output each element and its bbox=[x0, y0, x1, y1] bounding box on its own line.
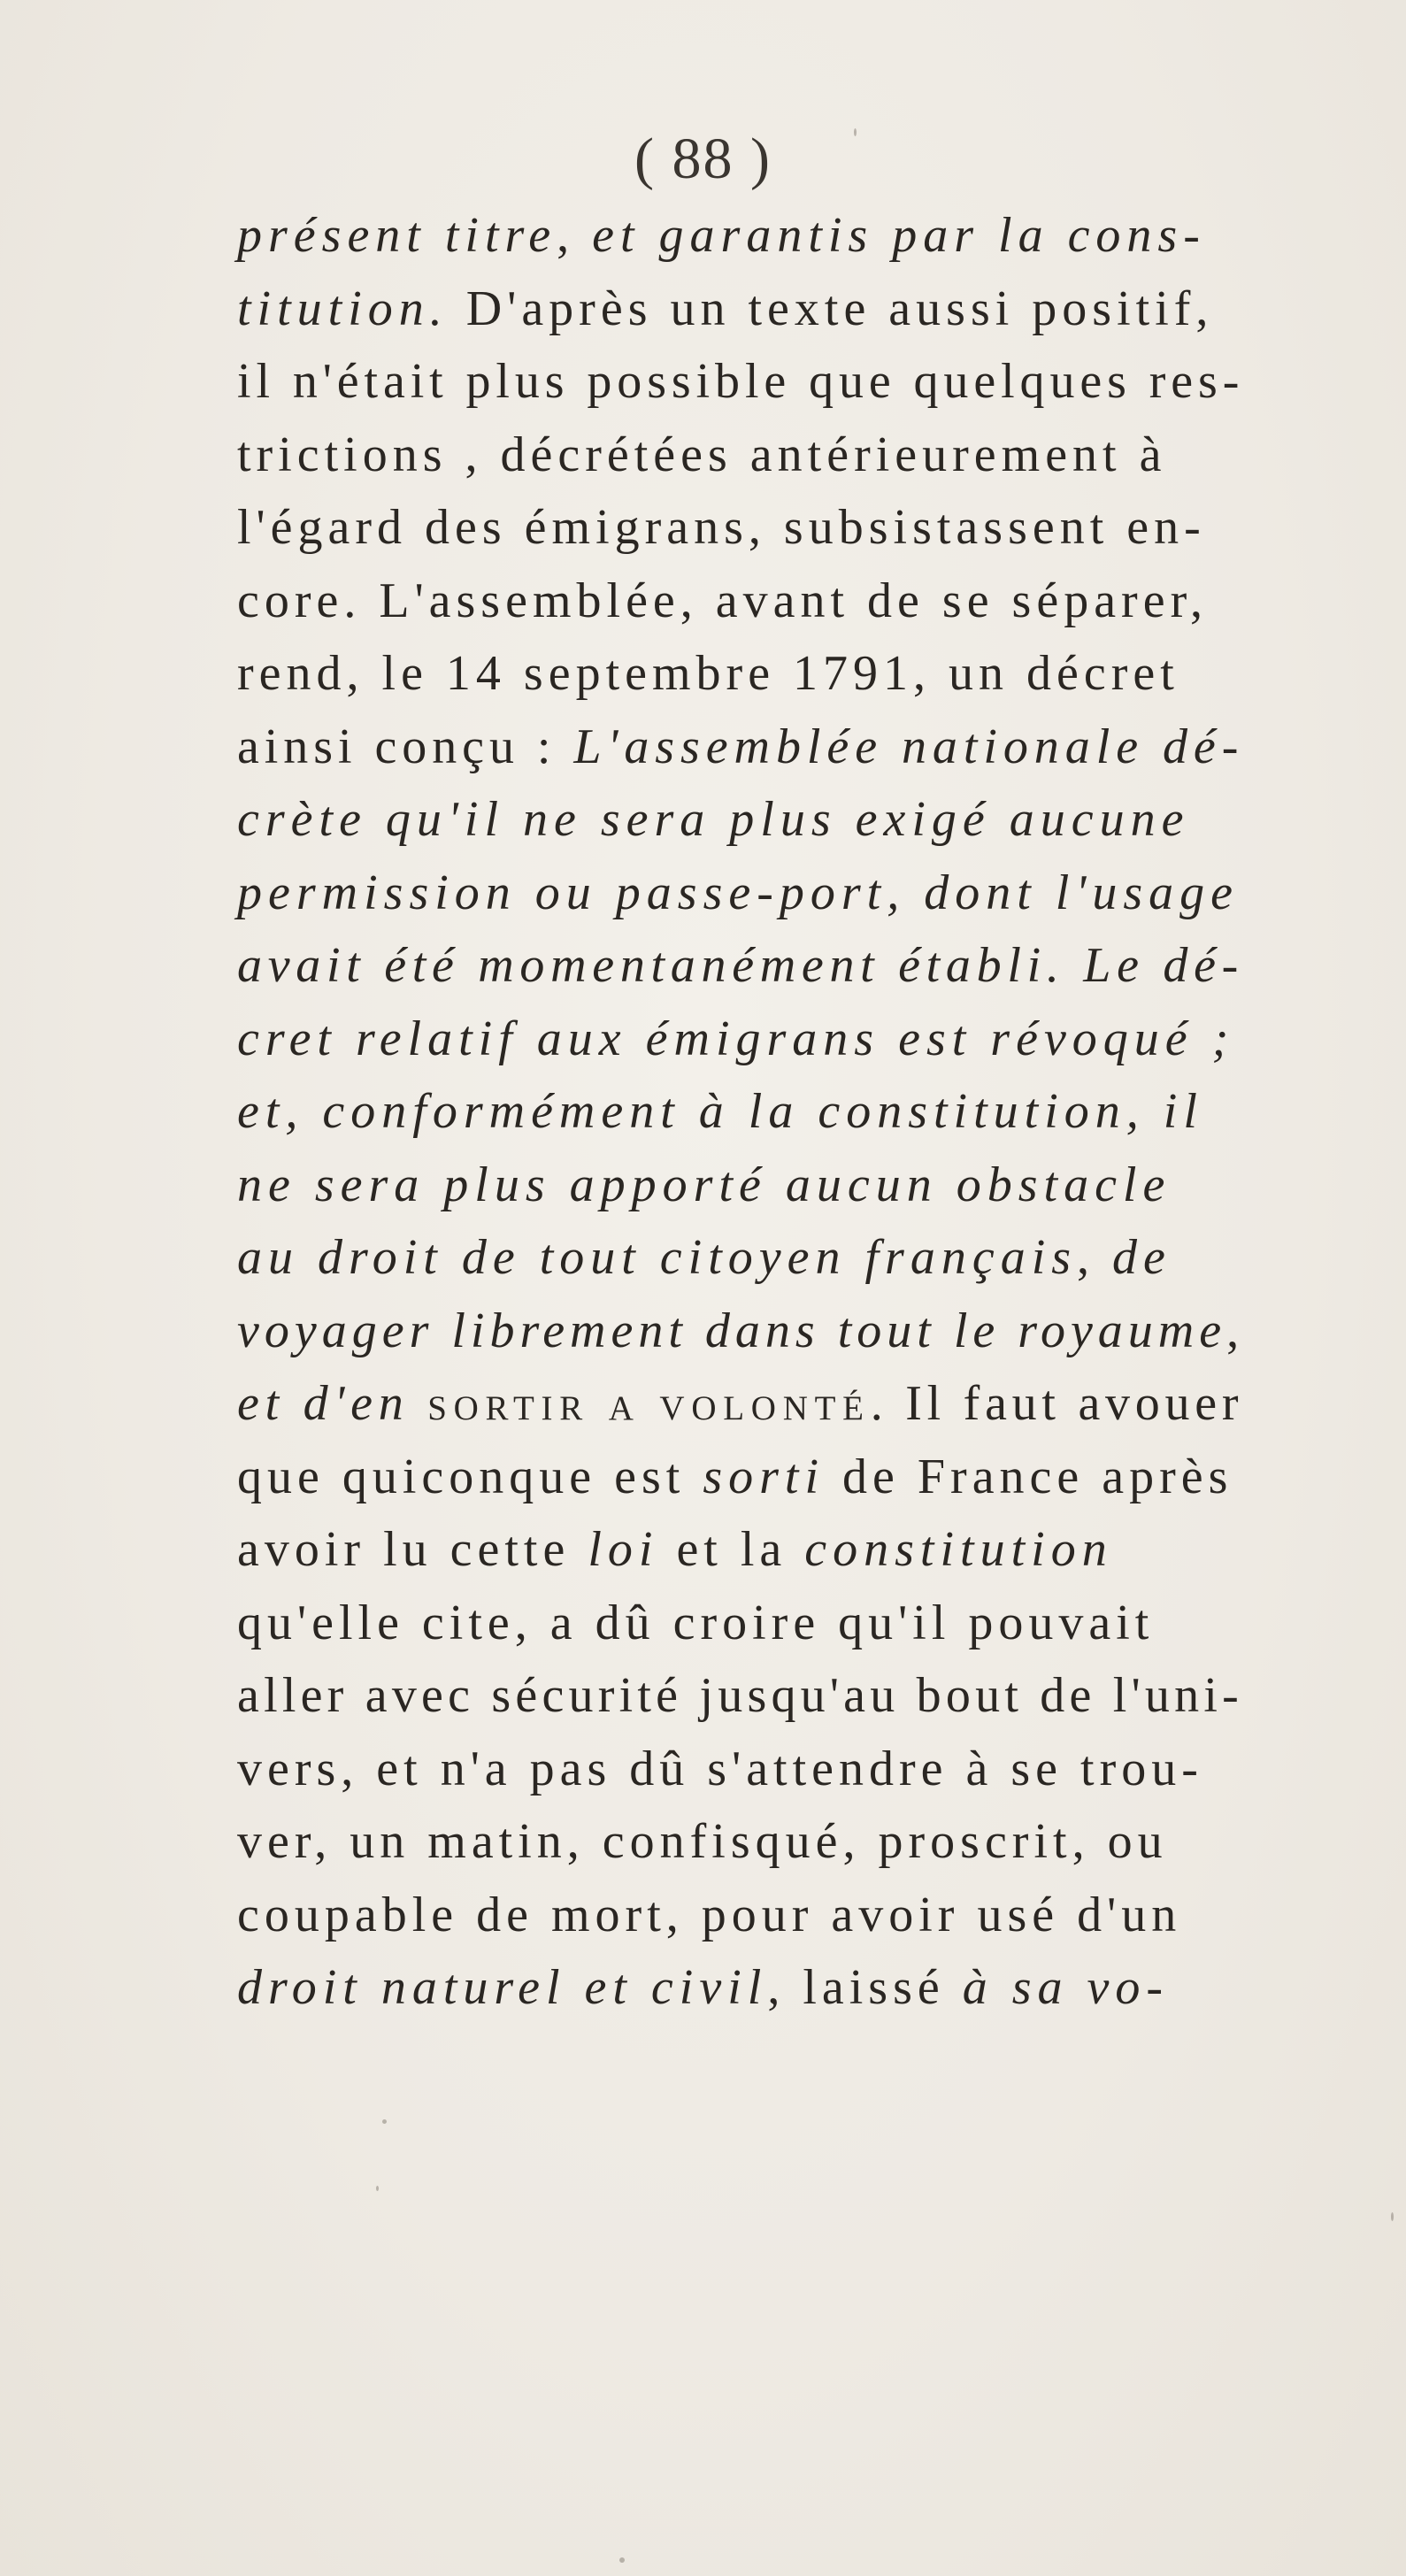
paper-speck bbox=[376, 2186, 379, 2191]
roman-text: , bbox=[1226, 1303, 1244, 1358]
roman-text: . Il faut avouer bbox=[870, 1376, 1244, 1431]
roman-text: ver, un matin, confisqué, proscrit, ou bbox=[237, 1814, 1168, 1869]
roman-text: l'égard des émigrans, subsistassent en- bbox=[237, 500, 1206, 555]
roman-text: trictions , décrétées antérieurement à bbox=[237, 427, 1167, 482]
text-line bbox=[237, 857, 1239, 930]
text-line bbox=[237, 565, 1239, 638]
italic-text: et garantis par la cons- bbox=[592, 208, 1206, 263]
text-line bbox=[237, 419, 1239, 492]
paper-speck bbox=[619, 2557, 625, 2563]
text-line bbox=[237, 199, 1239, 273]
text-line bbox=[237, 711, 1245, 784]
italic-text: L'assemblée nationale dé- bbox=[573, 719, 1245, 774]
italic-text: et d'en bbox=[237, 1376, 428, 1431]
text-line bbox=[237, 1805, 1239, 1879]
roman-text: aller avec sécurité jusqu'au bout de l'uni- bbox=[237, 1668, 1243, 1723]
italic-text: à sa vo- bbox=[962, 1960, 1170, 2015]
italic-text: cret relatif aux émigrans est révoqué ; bbox=[237, 1011, 1235, 1066]
italic-text: au droit de tout citoyen français bbox=[237, 1230, 1078, 1285]
text-line bbox=[237, 637, 1239, 711]
italic-text: avait été momentanément établi. Le dé- bbox=[237, 938, 1244, 993]
text-line bbox=[237, 1075, 1239, 1149]
italic-text: titution. bbox=[237, 281, 449, 336]
text-line bbox=[237, 929, 1244, 1003]
text-line bbox=[237, 1441, 1239, 1514]
italic-text: de bbox=[1112, 1230, 1172, 1285]
roman-text: , bbox=[1077, 1230, 1113, 1285]
body-text bbox=[237, 199, 1245, 2025]
italic-text: permission ou passe-port, dont l'usage bbox=[237, 865, 1239, 920]
text-line bbox=[237, 491, 1239, 565]
roman-text: avoir lu cette bbox=[237, 1522, 588, 1577]
text-line bbox=[237, 783, 1239, 857]
roman-text: , laissé bbox=[767, 1960, 963, 2015]
roman-text: il n'était plus possible que quelques res- bbox=[237, 354, 1245, 409]
italic-text: constitution bbox=[804, 1522, 1113, 1577]
roman-text: que quiconque est bbox=[237, 1449, 703, 1504]
roman-text: ainsi conçu : bbox=[237, 719, 574, 774]
italic-text: et, conformément à la constitution, il bbox=[237, 1084, 1203, 1139]
text-line bbox=[237, 1367, 1244, 1441]
italic-text: crète qu'il ne sera plus exigé aucune bbox=[237, 792, 1190, 847]
paper-speck bbox=[1391, 2212, 1394, 2221]
text-line bbox=[237, 1221, 1239, 1295]
italic-text: ne sera plus apporté aucun obstacle bbox=[237, 1157, 1172, 1212]
text-line bbox=[237, 1003, 1239, 1076]
italic-text: loi bbox=[588, 1522, 659, 1577]
text-line bbox=[237, 1879, 1239, 1952]
text-line bbox=[237, 345, 1245, 419]
roman-text: vers, et n'a pas dû s'attendre à se trou- bbox=[237, 1741, 1203, 1796]
roman-text: qu'elle cite, a dû croire qu'il pouvait bbox=[237, 1595, 1155, 1650]
paper-speck bbox=[382, 2119, 387, 2124]
roman-text: , bbox=[557, 208, 593, 263]
text-line bbox=[237, 1951, 1239, 2025]
italic-text: voyager librement dans tout le royaume bbox=[237, 1303, 1227, 1358]
italic-text: droit naturel et civil bbox=[237, 1960, 768, 2015]
italic-text: présent titre bbox=[237, 208, 557, 263]
roman-text: coupable de mort, pour avoir usé d'un bbox=[237, 1887, 1182, 1942]
text-line bbox=[237, 1587, 1239, 1660]
page-number: ( 88 ) bbox=[634, 127, 772, 191]
roman-text: rend, le 14 septembre 1791, un décret bbox=[237, 646, 1179, 701]
italic-text: sorti bbox=[703, 1449, 826, 1504]
text-line bbox=[237, 1513, 1239, 1587]
roman-text: et la bbox=[658, 1522, 805, 1577]
roman-text: D'après un texte aussi positif, bbox=[448, 281, 1214, 336]
text-line bbox=[237, 1295, 1244, 1368]
text-line bbox=[237, 1659, 1243, 1733]
text-line bbox=[237, 273, 1239, 346]
text-line bbox=[237, 1149, 1239, 1222]
paper-speck bbox=[854, 128, 857, 136]
roman-text: core. L'assemblée, avant de se séparer, bbox=[237, 573, 1208, 628]
small-caps-text: sortir a volonté bbox=[427, 1376, 871, 1431]
text-line bbox=[237, 1733, 1239, 1806]
roman-text: de France après bbox=[825, 1449, 1233, 1504]
